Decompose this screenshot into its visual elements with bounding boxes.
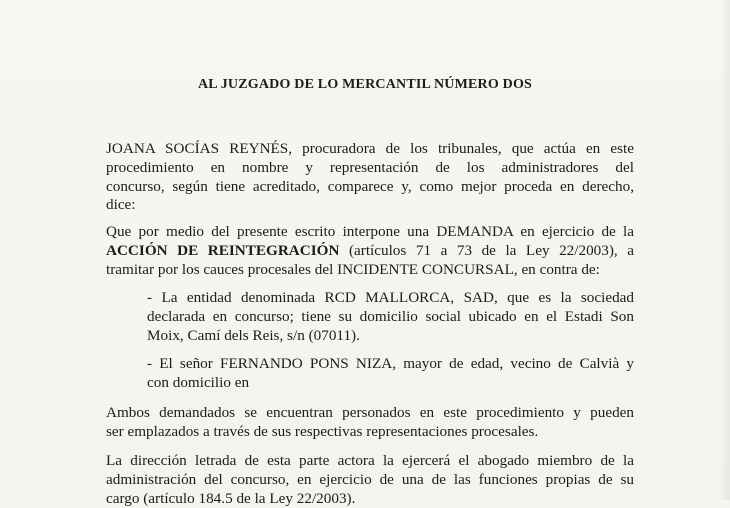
- text-line: JOANA SOCÍAS REYNÉS, procuradora de los tribunales, que actúa en este: [106, 140, 634, 157]
- text-fragment: (artículos 71 a 73 de la Ley 22/2003), a: [339, 241, 634, 259]
- defendant-item-person: [147, 355, 634, 393]
- text-line: tramitar por los cauces procesales del INCIDENTE CONCURSAL, en contra de:: [106, 260, 600, 278]
- text-line: cargo (artículo 184.5 de la Ley 22/2003).: [106, 489, 356, 507]
- text-line: La dirección letrada de esta parte actora la ejercerá el abogado miembro de la: [106, 452, 634, 469]
- text-line: - La entidad denominada RCD MALLORCA, SAD, que es la sociedad: [147, 289, 634, 306]
- text-line: Moix, Camí dels Reis, s/n (07011).: [147, 326, 360, 344]
- paragraph-demand: [106, 223, 634, 279]
- text-line: Que por medio del presente escrito interpone una DEMANDA en ejercicio de la: [106, 223, 634, 240]
- paragraph-appearance: [106, 140, 634, 215]
- text-line: declarada en concurso; tiene su domicilio social ubicado en el Estadi Son: [147, 307, 634, 325]
- text-line: Ambos demandados se encuentran personados en este procedimiento y pueden: [106, 404, 634, 421]
- action-heading: ACCIÓN DE REINTEGRACIÓN: [106, 241, 340, 259]
- page-edge-shadow: [720, 0, 730, 500]
- text-line: dice:: [106, 196, 136, 214]
- text-line: administración del concurso, en ejercicio de una de las funciones propias de su: [106, 470, 634, 488]
- text-line: con domicilio en: [147, 373, 250, 391]
- text-line: procedimiento en nombre y representación de los administradores del: [106, 158, 634, 176]
- text-line: [106, 242, 634, 261]
- text-line: - El señor FERNANDO PONS NIZA, mayor de edad, vecino de Calvià y: [147, 355, 634, 372]
- paragraph-defendants-status: [106, 404, 634, 442]
- document-title: AL JUZGADO DE LO MERCANTIL NÚMERO DOS: [197, 77, 533, 92]
- text-line: ser emplazados a través de sus respectivas representaciones procesales.: [106, 422, 539, 440]
- text-line: concurso, según tiene acreditado, comparece y, como mejor proceda en derecho,: [106, 177, 634, 195]
- defendant-item-company: [147, 289, 634, 345]
